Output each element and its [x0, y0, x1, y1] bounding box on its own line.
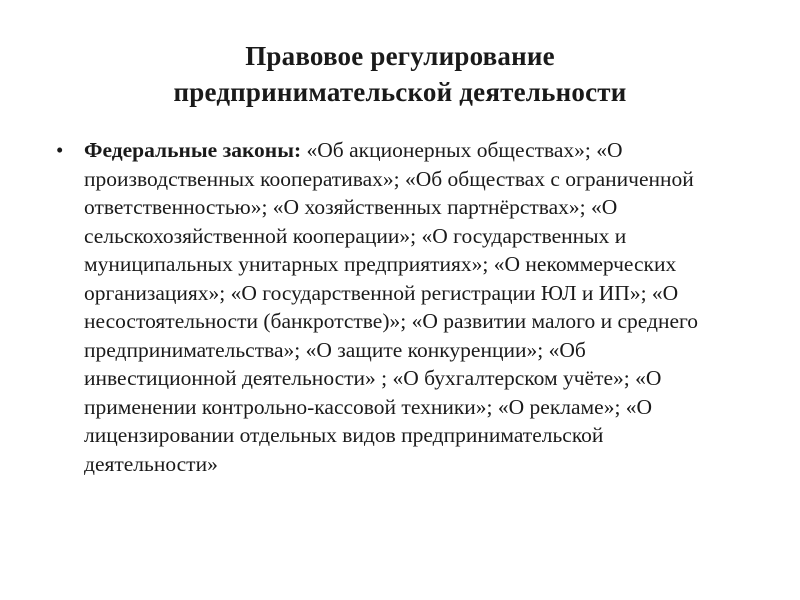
bullet-list: [56, 136, 736, 478]
bullet-text: «Об акционерных обществах»; «О производственных кооперативах»; «Об обществах с ограниченной ответственностью»; «О хозяйственных партнёрствах»; «О сельскохозяйственной кооперации»; «О государственных и муниципальных унитарных предприятиях»; «О некоммерческих организациях»; «О государственной регистрации ЮЛ и ИП»; «О несостоятельности (банкротстве)»; «О развитии малого и среднего предпринимательства»; «О защите конкуренции»; «Об инвестиционной деятельности» ; «О бухгалтерском учёте»; «О применении контрольно-кассовой техники»; «О рекламе»; «О лицензировании отдельных видов предпринимательской деятельности»: [84, 138, 699, 476]
slide-title-line-1: Правовое регулирование: [245, 41, 555, 71]
slide-title-line-2: предпринимательской деятельности: [173, 77, 627, 107]
bullet-label: Федеральные законы:: [84, 138, 302, 162]
bullet-dot-icon: •: [56, 138, 64, 162]
bullet-item-federal-laws: [56, 136, 736, 478]
slide-title: [64, 38, 736, 110]
